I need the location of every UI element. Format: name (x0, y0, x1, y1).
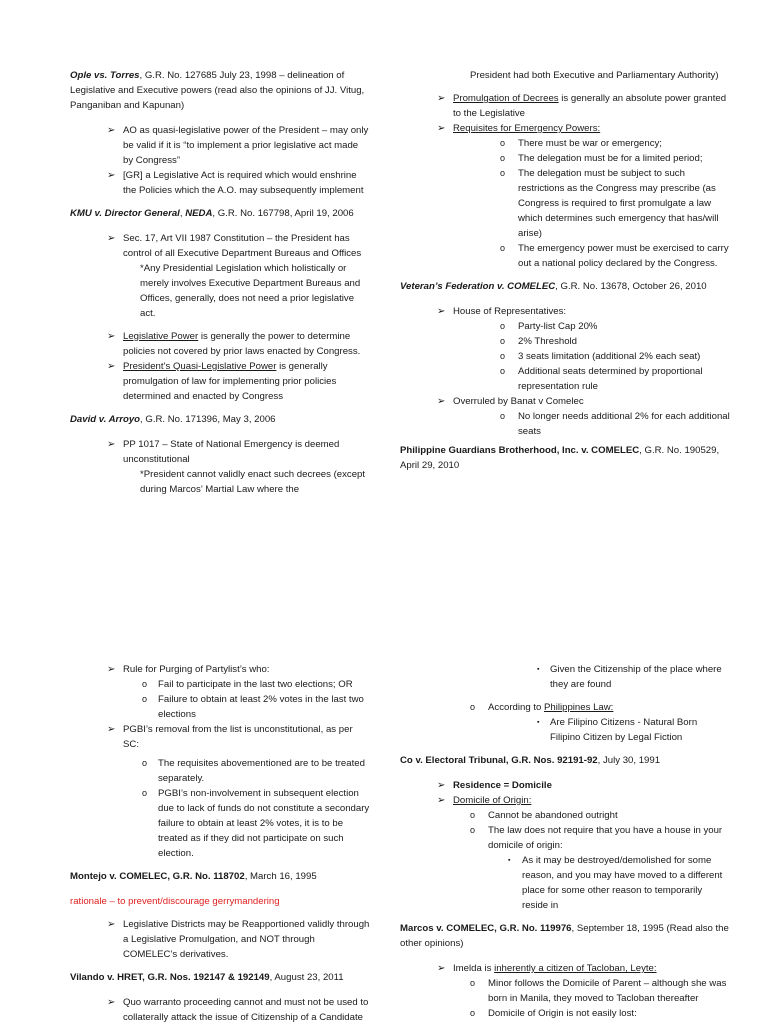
list-item-text: [GR] a Legislative Act is required which would enshrine the Policies which the A.O. may subsequently implement (123, 170, 364, 196)
list-item (400, 166, 730, 241)
list-item (400, 1006, 730, 1021)
arrow-bullet-icon: ➢ (107, 233, 116, 244)
list-item (400, 823, 730, 853)
top-right-column (400, 68, 730, 483)
arrow-bullet-icon: ➢ (107, 919, 116, 930)
arrow-bullet-icon: ➢ (107, 997, 116, 1008)
square-bullet-icon: ▪ (537, 719, 540, 726)
arrow-bullet-icon: ➢ (107, 664, 116, 675)
circle-bullet-icon: o (142, 758, 148, 768)
list-item (400, 151, 730, 166)
list-item-text: PP 1017 – State of National Emergency is deemed unconstitutional (123, 439, 340, 465)
list-item-text: 2% Threshold (518, 336, 578, 347)
list-item-text: The law does not require that you have a house in your domicile of origin: (488, 825, 723, 851)
case-heading-david (70, 412, 370, 427)
list-item-text: Party-list Cap 20% (518, 321, 598, 332)
circle-bullet-icon: o (500, 366, 506, 376)
list-item (70, 786, 370, 861)
list-item (70, 692, 370, 722)
arrow-bullet-icon: ➢ (107, 170, 116, 181)
circle-bullet-icon: o (500, 153, 506, 163)
case-name: David v. Arroyo (70, 414, 141, 425)
list-item-text: is generally an absolute power granted to the Legislative (453, 93, 727, 119)
case-heading-veterans (400, 279, 730, 294)
case-citation: , July 30, 1991 (597, 755, 661, 766)
list-item-text: Are Filipino Citizens - Natural Born Filipino Citizen by Legal Fiction (550, 717, 698, 743)
term-citizen-tacloban: inherently a citizen of Tacloban, Leyte: (494, 963, 657, 974)
case-heading-pgbi (400, 443, 730, 473)
arrow-bullet-icon: ➢ (107, 361, 116, 372)
arrow-bullet-icon: ➢ (437, 396, 446, 407)
list-item (400, 409, 730, 439)
list-item (400, 349, 730, 364)
case-citation: , G.R. No. 190529, April 29, 2010 (400, 445, 720, 471)
list-item-text: The delegation must be for a limited period; (518, 153, 703, 164)
list-item-text: 3 seats limitation (additional 2% each seat) (518, 351, 701, 362)
list-item (70, 995, 370, 1024)
list-item (400, 976, 730, 1006)
list-item (400, 961, 730, 976)
list-item (400, 853, 730, 913)
list-item-text: is generally promulgation of law for implementing prior policies determined and enacted by Congress (123, 361, 337, 402)
list-item (400, 394, 730, 409)
case-heading-ople (70, 68, 370, 113)
list-item (400, 700, 730, 715)
arrow-bullet-icon: ➢ (437, 780, 446, 791)
circle-bullet-icon: o (142, 788, 148, 798)
list-item-text: The delegation must be subject to such restrictions as the Congress may prescribe (as Congress is required to first promulgate a law which determines such emergency that has/will arise) (518, 168, 719, 239)
list-item-text: Cannot be abandoned outright (488, 810, 618, 821)
list-item-text: AO as quasi-legislative power of the President – may only be valid if it is “to implement a prior legislative act made by Congress” (123, 125, 369, 166)
arrow-bullet-icon: ➢ (437, 795, 446, 806)
list-item (400, 136, 730, 151)
case-heading-vilando (70, 970, 370, 985)
term-promulgation: Promulgation of Decrees (453, 93, 559, 104)
circle-bullet-icon: o (470, 978, 476, 988)
list-item (70, 756, 370, 786)
case-citation: , August 23, 2011 (269, 972, 344, 983)
square-bullet-icon: ▪ (508, 857, 511, 864)
term-legislative-power: Legislative Power (123, 331, 199, 342)
term-domicile-of-origin: Domicile of Origin: (453, 795, 532, 806)
list-item-text: House of Representatives: (453, 306, 567, 317)
circle-bullet-icon: o (500, 138, 506, 148)
circle-bullet-icon: o (142, 694, 148, 704)
circle-bullet-icon: o (470, 810, 476, 820)
list-item-text: Domicile of Origin is not easily lost: (488, 1008, 637, 1019)
arrow-bullet-icon: ➢ (107, 331, 116, 342)
list-item-text: Fail to participate in the last two elections; OR (158, 679, 353, 690)
square-bullet-icon: ▪ (537, 666, 540, 673)
list-item (400, 662, 730, 692)
circle-bullet-icon: o (500, 336, 506, 346)
circle-bullet-icon: o (500, 243, 506, 253)
list-item-text: Sec. 17, Art VII 1987 Constitution – the President has control of all Executive Department Bureaus and Offices (123, 233, 362, 259)
arrow-bullet-icon: ➢ (437, 123, 446, 134)
list-item (400, 808, 730, 823)
list-item (400, 91, 730, 121)
circle-bullet-icon: o (500, 168, 506, 178)
list-item (400, 304, 730, 319)
list-item-text: Minor follows the Domicile of Parent – although she was born in Manila, they moved to Tacloban thereafter (488, 978, 727, 1004)
term-philippines-law: Philippines Law: (544, 702, 614, 713)
list-item (400, 715, 730, 745)
case-citation: , March 16, 1995 (244, 871, 317, 882)
top-left-column (70, 68, 370, 497)
case-citation: , G.R. No. 171396, May 3, 2006 (140, 414, 276, 425)
case-heading-kmu (70, 206, 370, 221)
list-item-text: Imelda is (453, 963, 495, 974)
list-item (70, 677, 370, 692)
list-item-text: PGBI’s non-involvement in subsequent election due to lack of funds do not constitute a secondary failure to obtain at least 2% votes, it is to be treated as if they did not participate on such election. (158, 788, 370, 859)
list-item (70, 437, 370, 467)
list-item (70, 917, 370, 962)
list-item (70, 168, 370, 198)
case-name: Veteran’s Federation v. COMELEC (400, 281, 556, 292)
case-name: Co v. Electoral Tribunal, G.R. Nos. 92191-92 (400, 755, 598, 766)
list-item (70, 329, 370, 359)
list-item (400, 778, 730, 793)
case-name: Philippine Guardians Brotherhood, Inc. v. COMELEC (400, 445, 640, 456)
arrow-bullet-icon: ➢ (437, 963, 446, 974)
list-item-text: PGBI’s removal from the list is unconstitutional, as per SC: (123, 724, 353, 750)
list-item-text: As it may be destroyed/demolished for some reason, and you may have moved to a different place for some other reason to temporarily reside in (522, 855, 723, 911)
circle-bullet-icon: o (500, 321, 506, 331)
bottom-left-column (70, 662, 370, 1024)
list-item-text: Given the Citizenship of the place where they are found (550, 664, 722, 690)
case-citation: , G.R. No. 167798, April 19, 2006 (212, 208, 354, 219)
list-item (400, 319, 730, 334)
list-item (70, 722, 370, 752)
circle-bullet-icon: o (142, 679, 148, 689)
rationale-text: rationale – to prevent/discourage gerrymandering (70, 896, 280, 907)
circle-bullet-icon: o (470, 825, 476, 835)
note-text: *Any Presidential Legislation which holistically or merely involves Executive Department Bureaus and Offices, generally, does not need a prior legislative act. (140, 263, 361, 319)
term-quasi-legislative-power: President’s Quasi-Legislative Power (123, 361, 277, 372)
bottom-right-column (400, 662, 730, 1021)
arrow-bullet-icon: ➢ (437, 306, 446, 317)
list-item (70, 662, 370, 677)
case-name: Ople vs. Torres (70, 70, 140, 81)
list-item-text: is generally the power to determine policies not covered by prior laws enacted by Congress. (123, 331, 361, 357)
circle-bullet-icon: o (470, 1008, 476, 1018)
case-name: Vilando v. HRET, G.R. Nos. 192147 & 192149 (70, 972, 270, 983)
case-heading-co (400, 753, 730, 768)
list-item (70, 123, 370, 168)
list-item-text: Additional seats determined by proportional representation rule (518, 366, 703, 392)
term-requisites: Requisites for Emergency Powers: (453, 123, 601, 134)
arrow-bullet-icon: ➢ (107, 724, 116, 735)
list-item-text: Legislative Districts may be Reapportioned validly through a Legislative Promulgation, and NOT through COMELEC’s derivatives. (123, 919, 370, 960)
list-item (400, 334, 730, 349)
case-separator: , (179, 208, 186, 219)
circle-bullet-icon: o (500, 411, 506, 421)
arrow-bullet-icon: ➢ (107, 125, 116, 136)
case-heading-marcos (400, 921, 730, 951)
list-item (400, 241, 730, 271)
arrow-bullet-icon: ➢ (107, 439, 116, 450)
list-item-text: Quo warranto proceeding cannot and must not be used to collaterally attack the issue of Citizenship of a Candidate (123, 997, 369, 1023)
list-item (400, 364, 730, 394)
continued-text: President had both Executive and Parliamentary Authority) (470, 70, 719, 81)
note-text: *President cannot validly enact such decrees (except during Marcos’ Martial Law where the (140, 469, 366, 495)
list-item (70, 359, 370, 404)
list-item (70, 231, 370, 261)
case-name-neda: NEDA (185, 208, 213, 219)
list-item-text: The emergency power must be exercised to carry out a national policy declared by the Congress. (518, 243, 729, 269)
list-item-text: Overruled by Banat v Comelec (453, 396, 584, 407)
list-item (400, 793, 730, 808)
case-citation: , G.R. No. 13678, October 26, 2010 (555, 281, 707, 292)
case-citation: , September 18, 1995 (Read also the other opinions) (400, 923, 729, 949)
list-item-text: Failure to obtain at least 2% votes in the last two elections (158, 694, 364, 720)
arrow-bullet-icon: ➢ (437, 93, 446, 104)
case-name: Montejo v. COMELEC, G.R. No. 118702 (70, 871, 245, 882)
case-name: KMU v. Director General (70, 208, 180, 219)
case-heading-montejo (70, 869, 370, 884)
list-item-text: There must be war or emergency; (518, 138, 662, 149)
list-item-text: Rule for Purging of Partylist’s who: (123, 664, 270, 675)
circle-bullet-icon: o (500, 351, 506, 361)
list-item-text: According to (488, 702, 544, 713)
case-citation: , G.R. No. 127685 July 23, 1998 – delineation of Legislative and Executive powers (read also the opinions of JJ. Vitug, Panganiban and Kapunan) (70, 70, 365, 111)
circle-bullet-icon: o (470, 702, 476, 712)
list-item (400, 121, 730, 136)
case-name: Marcos v. COMELEC, G.R. No. 119976 (400, 923, 572, 934)
list-item-text: The requisites abovementioned are to be treated separately. (158, 758, 365, 784)
list-item-text: No longer needs additional 2% for each additional seats (518, 411, 730, 437)
list-item-text: Residence = Domicile (453, 780, 552, 791)
